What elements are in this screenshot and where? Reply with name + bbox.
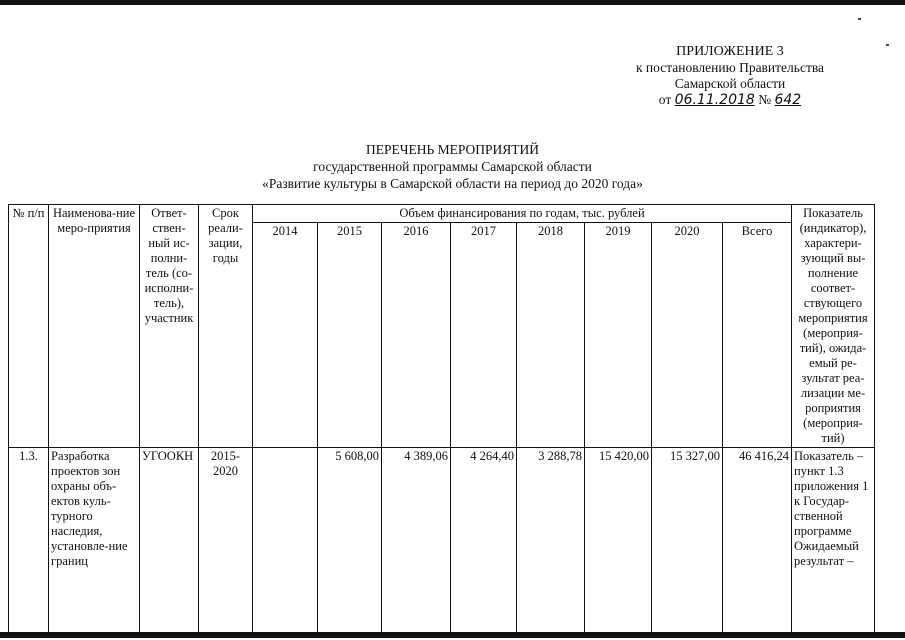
header-name: Наименова-ние меро-приятия (49, 205, 140, 448)
header-year-2020: 2020 (652, 223, 723, 448)
header-year-2015: 2015 (318, 223, 382, 448)
decree-date: 06.11.2018 (674, 92, 755, 108)
decree-number: 642 (774, 92, 802, 108)
header-year-2018: 2018 (517, 223, 585, 448)
row-name: Разработка проектов зон охраны объ-ектов куль-турного наследия, установле-ние границ (49, 448, 140, 633)
header-year-2017: 2017 (451, 223, 517, 448)
header-indicator: Показатель (индикатор), характери-зующий вы-полнение соответ-ствующего мероприятия (мероприя-тий), ожида-емый ре-зультат реа-лизации ме-роприятия (мероприя-тий) (792, 205, 875, 448)
appendix-header (600, 44, 860, 108)
top-border-line (0, 0, 905, 5)
title-line-2: государственной программы Самарской области (313, 159, 592, 174)
row-indicator: Показатель – пункт 1.3 приложения 1 к Государ-ственной программе Ожидаемый результат – (792, 448, 875, 633)
row-value-2016: 4 389,06 (382, 448, 451, 633)
row-value-2020: 15 327,00 (652, 448, 723, 633)
date-prefix: от (658, 92, 672, 107)
bottom-border-line (0, 632, 905, 638)
header-row-1 (9, 205, 875, 223)
row-value-2014 (253, 448, 318, 633)
row-value-2015: 5 608,00 (318, 448, 382, 633)
activities-table (8, 204, 875, 633)
row-term: 2015-2020 (199, 448, 253, 633)
document-title (200, 141, 705, 192)
scan-speck (886, 44, 889, 46)
row-value-2019: 15 420,00 (585, 448, 652, 633)
header-funding: Объем финансирования по годам, тыс. рублей (253, 205, 792, 223)
header-responsible: Ответ-ствен-ный ис-полни-тель (со-исполни-тель), участник (140, 205, 199, 448)
header-num: № п/п (9, 205, 49, 448)
header-year-2019: 2019 (585, 223, 652, 448)
row-value-2018: 3 288,78 (517, 448, 585, 633)
appendix-decree-line: к постановлению Правительства (635, 60, 825, 75)
row-value-2017: 4 264,40 (451, 448, 517, 633)
header-term: Срок реали-зации, годы (199, 205, 253, 448)
table-row (9, 448, 875, 633)
title-line-1: ПЕРЕЧЕНЬ МЕРОПРИЯТИЙ (365, 142, 540, 157)
row-responsible: УГООКН (140, 448, 199, 633)
appendix-region-line: Самарской области (674, 76, 786, 91)
title-line-3: «Развитие культуры в Самарской области на период до 2020 года» (262, 176, 643, 191)
appendix-date-line (600, 92, 860, 108)
row-num: 1.3. (9, 448, 49, 633)
header-year-2014: 2014 (253, 223, 318, 448)
header-year-2016: 2016 (382, 223, 451, 448)
appendix-title: ПРИЛОЖЕНИЕ 3 (676, 44, 784, 59)
scan-speck (858, 18, 861, 20)
header-total: Всего (723, 223, 792, 448)
number-prefix: № (758, 92, 772, 107)
row-value-total: 46 416,24 (723, 448, 792, 633)
